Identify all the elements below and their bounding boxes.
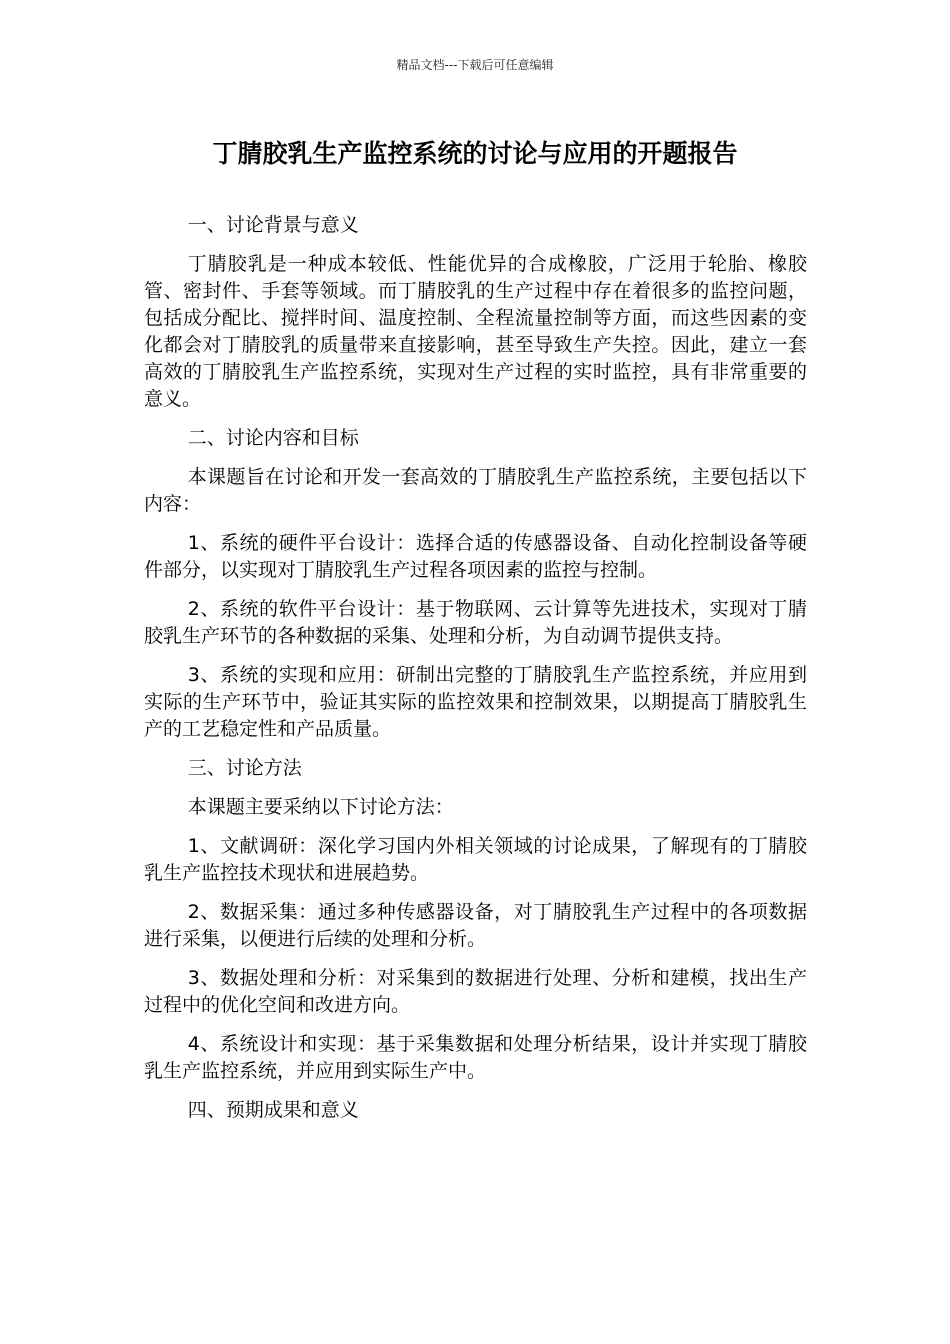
- section-heading-background: 一、讨论背景与意义: [187, 214, 359, 236]
- document-title: 丁腈胶乳生产监控系统的讨论与应用的开题报告: [212, 139, 738, 168]
- paragraph-data-analysis: 3、数据处理和分析：对采集到的数据进行处理、分析和建模，找出生产过程中的优化空间和改进方向。: [144, 967, 807, 1016]
- page-header-note: 精品文档---下载后可任意编辑: [396, 58, 554, 72]
- document-body: [144, 212, 807, 1136]
- paragraph-content-intro: 本课题旨在讨论和开发一套高效的丁腈胶乳生产监控系统，主要包括以下内容：: [144, 466, 807, 515]
- paragraph-system-design: 4、系统设计和实现：基于采集数据和处理分析结果，设计并实现丁腈胶乳生产监控系统，并应用到实际生产中。: [144, 1033, 807, 1082]
- paragraph-implementation: 3、系统的实现和应用：研制出完整的丁腈胶乳生产监控系统，并应用到实际的生产环节中，验证其实际的监控效果和控制效果，以期提高丁腈胶乳生产的工艺稳定性和产品质量。: [144, 664, 807, 740]
- paragraph-background: 丁腈胶乳是一种成本较低、性能优异的合成橡胶，广泛用于轮胎、橡胶管、密封件、手套等领域。而丁腈胶乳的生产过程中存在着很多的监控问题，包括成分配比、搅拌时间、温度控制、全程流量控制等方面，而这些因素的变化都会对丁腈胶乳的质量带来直接影响，甚至导致生产失控。因此，建立一套高效的丁腈胶乳生产监控系统，实现对生产过程的实时监控，具有非常重要的意义。: [144, 253, 807, 410]
- paragraph-literature-review: 1、文献调研：深化学习国内外相关领域的讨论成果，了解现有的丁腈胶乳生产监控技术现状和进展趋势。: [144, 835, 807, 884]
- paragraph-methods-intro: 本课题主要采纳以下讨论方法：: [187, 796, 454, 818]
- section-heading-content-goals: 二、讨论内容和目标: [187, 427, 359, 449]
- paragraph-data-collection: 2、数据采集：通过多种传感器设备，对丁腈胶乳生产过程中的各项数据进行采集，以便进行后续的处理和分析。: [144, 901, 807, 950]
- paragraph-hardware-design: 1、系统的硬件平台设计：选择合适的传感器设备、自动化控制设备等硬件部分，以实现对丁腈胶乳生产过程各项因素的监控与控制。: [144, 532, 807, 581]
- paragraph-software-design: 2、系统的软件平台设计：基于物联网、云计算等先进技术，实现对丁腈胶乳生产环节的各种数据的采集、处理和分析，为自动调节提供支持。: [144, 598, 807, 647]
- section-heading-expected-results: 四、预期成果和意义: [187, 1099, 359, 1121]
- section-heading-methods: 三、讨论方法: [187, 757, 302, 779]
